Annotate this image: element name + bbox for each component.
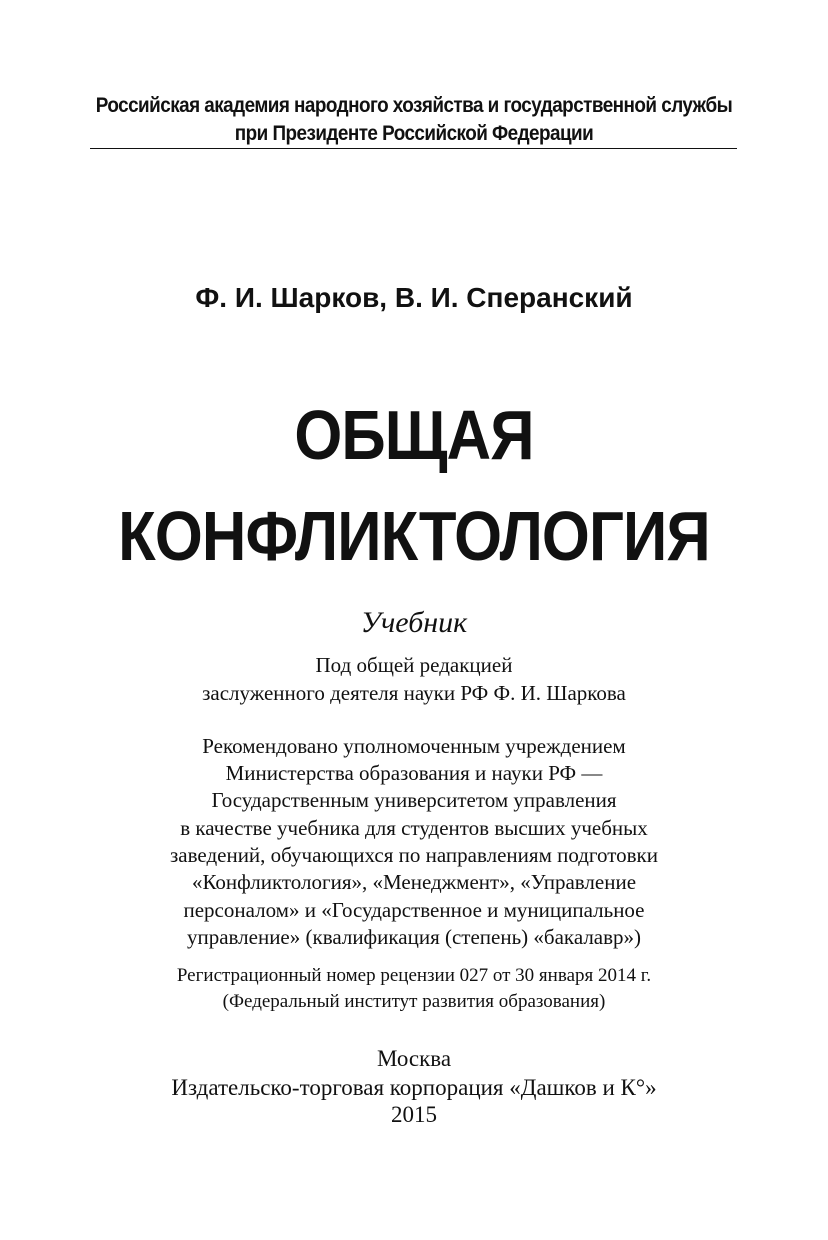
book-title-line-2: КОНФЛИКТОЛОГИЯ [118,497,710,575]
recommendation-line: в качестве учебника для студентов высших учебных [180,816,648,840]
institution-line-2: при Президенте Российской Федерации [234,122,594,145]
header-divider [90,148,737,149]
authors: Ф. И. Шарков, В. И. Сперанский [195,282,633,313]
book-type: Учебник [360,606,468,639]
registration-line-1: Регистрационный номер рецензии 027 от 30 января 2014 г. [176,965,652,986]
recommendation-line: управление» (квалификация (степень) «бакалавр») [186,925,642,949]
imprint-publisher: Издательско-торговая корпорация «Дашков и К°» [171,1075,657,1100]
institution-line-1: Российская академия народного хозяйства и государственной службы [95,94,733,117]
imprint-year: 2015 [391,1102,437,1127]
recommendation-line: персоналом» и «Государственное и муниципальное [183,898,645,922]
recommendation-line: заведений, обучающихся по направлениям подготовки [170,843,658,867]
recommendation-line: Министерства образования и науки РФ — [225,761,603,785]
recommendation-line: Рекомендовано уполномоченным учреждением [202,734,626,758]
recommendation-line: Государственным университетом управления [211,788,617,812]
editor-line-1: Под общей редакцией [315,653,513,677]
book-title-line-1: ОБЩАЯ [294,396,534,474]
recommendation-line: «Конфликтология», «Менеджмент», «Управление [191,870,637,894]
editor-line-2: заслуженного деятеля науки РФ Ф. И. Шаркова [202,681,626,705]
registration-line-2: (Федеральный институт развития образования) [222,991,606,1012]
imprint-city: Москва [376,1046,452,1071]
